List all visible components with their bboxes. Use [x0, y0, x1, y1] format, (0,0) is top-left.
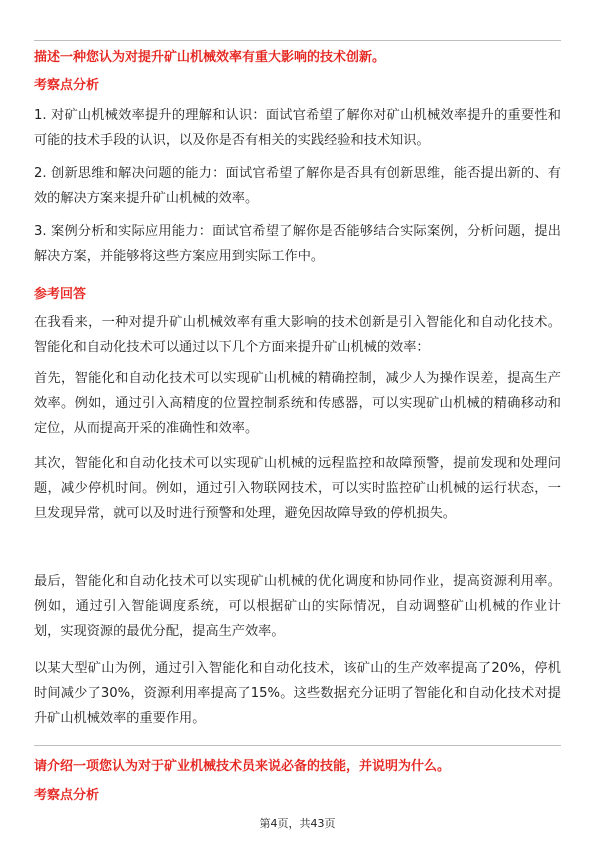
answer-paragraph-2: 首先，智能化和自动化技术可以实现矿山机械的精确控制，减少人为操作误差，提高生产效率。例如，通过引入高精度的位置控制系统和传感器，可以实现矿山机械的精确移动和定位，从而提高开采的准确性和效率。 — [34, 371, 561, 436]
analysis-point-2: 2. 创新思维和解决问题的能力：面试官希望了解你是否具有创新思维，能否提出新的、有效的解决方案来提升矿山机械的效率。 — [34, 166, 561, 206]
answer-paragraph-5: 以某大型矿山为例，通过引入智能化和自动化技术，该矿山的生产效率提高了20%，停机时间减少了30%，资源利用率提高了15%。这些数据充分证明了智能化和自动化技术对提升矿山机械效率的重要作用。 — [34, 661, 561, 726]
answer-paragraph-1: 在我看来，一种对提升矿山机械效率有重大影响的技术创新是引入智能化和自动化技术。智能化和自动化技术可以通过以下几个方面来提升矿山机械的效率： — [34, 315, 561, 355]
analysis-point-1: 1. 对矿山机械效率提升的理解和认识：面试官希望了解你对矿山机械效率提升的重要性和可能的技术手段的认识，以及你是否有相关的实践经验和技术知识。 — [34, 108, 561, 148]
analysis-heading-1: 考察点分析 — [34, 78, 100, 93]
answer-paragraph-4: 最后，智能化和自动化技术可以实现矿山机械的优化调度和协同作业，提高资源利用率。例如，通过引入智能调度系统，可以根据矿山的实际情况，自动调整矿山机械的作业计划，实现资源的最优分配，提高生产效率。 — [34, 574, 561, 639]
question-2: 请介绍一项您认为对于矿业机械技术员来说必备的技能，并说明为什么。 — [34, 759, 451, 774]
section-divider — [34, 745, 561, 746]
answer-paragraph-3: 其次，智能化和自动化技术可以实现矿山机械的远程监控和故障预警，提前发现和处理问题，减少停机时间。例如，通过引入物联网技术，可以实时监控矿山机械的运行状态，一旦发现异常，就可以及时进行预警和处理，避免因故障导致的停机损失。 — [34, 456, 561, 521]
answer-heading: 参考回答 — [34, 287, 87, 302]
analysis-point-3: 3. 案例分析和实际应用能力：面试官希望了解你是否能够结合实际案例，分析问题，提出解决方案，并能够将这些方案应用到实际工作中。 — [34, 224, 561, 264]
analysis-heading-2: 考察点分析 — [34, 788, 100, 803]
page-number: 第4页，共43页 — [259, 817, 336, 830]
top-divider — [34, 40, 561, 41]
question-1: 描述一种您认为对提升矿山机械效率有重大影响的技术创新。 — [34, 50, 386, 65]
